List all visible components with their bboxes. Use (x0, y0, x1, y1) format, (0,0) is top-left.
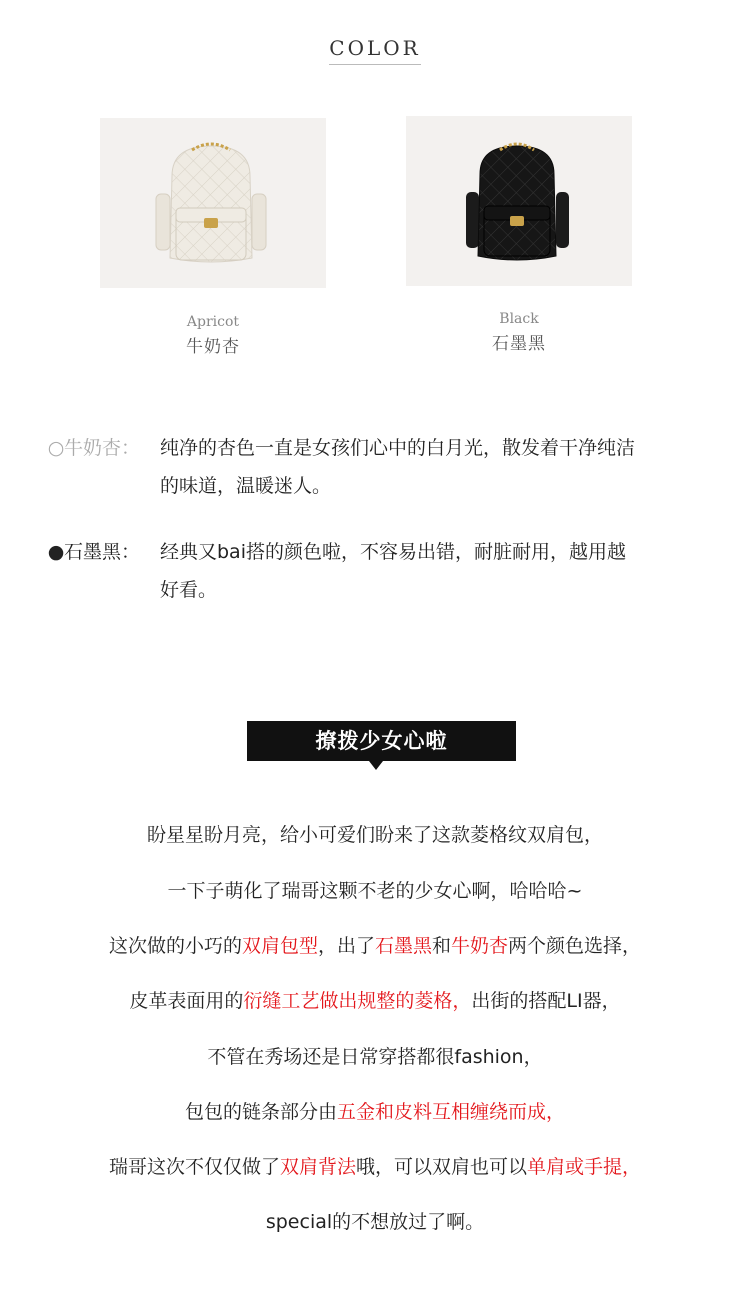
story-line (0, 1207, 750, 1234)
highlight-text: 双肩包型 (241, 935, 318, 957)
tag-pointer-icon (369, 761, 383, 770)
story-line (0, 1152, 750, 1179)
apricot-chinese-name: 牛奶杏 (186, 337, 240, 357)
highlight-text: 单肩或手提， (527, 1156, 642, 1178)
story-line (0, 876, 750, 903)
story-text-segment: 这次做的小巧的 (108, 935, 242, 957)
apricot-variant-label (150, 314, 276, 357)
black-backpack-image (406, 116, 632, 286)
black-backpack-icon (406, 116, 632, 286)
black-description-text (160, 533, 716, 609)
story-text-segment: 出街的搭配LI器， (471, 990, 621, 1012)
apricot-description-text (160, 429, 716, 505)
apricot-description-name: 牛奶杏： (64, 437, 141, 459)
black-description (46, 533, 716, 609)
apricot-description-line-1: 纯净的杏色一直是女孩们心中的白月光，散发着干净纯洁 (160, 437, 636, 459)
story-line (0, 986, 750, 1013)
highlight-text: 双肩背法 (279, 1156, 356, 1178)
apricot-description-line-2: 的味道，温暖迷人。 (160, 475, 332, 497)
black-description-line-2: 好看。 (160, 579, 218, 601)
black-english-name: Black (499, 311, 539, 327)
story-text-segment: 皮革表面用的 (129, 990, 244, 1012)
highlight-text: 五金和皮料互相缠绕而成， (337, 1101, 566, 1123)
story-text-segment: 不管在秀场还是日常穿搭都很fashion， (207, 1046, 543, 1068)
story-text-segment: 和 (432, 935, 452, 957)
apricot-english-name: Apricot (186, 314, 240, 330)
color-heading: COLOR (329, 36, 420, 65)
story-line (0, 1097, 750, 1124)
story-text-segment: 瑞哥这次不仅仅做了 (108, 1156, 280, 1178)
story-line (0, 1042, 750, 1069)
black-chinese-name: 石墨黑 (492, 334, 546, 354)
story-text-segment: 两个颜色选择， (508, 935, 642, 957)
color-section-title (0, 36, 750, 65)
highlight-text: 牛奶杏 (451, 935, 509, 957)
story-text-segment: ，出了 (317, 935, 375, 957)
black-description-line-1: 经典又bai搭的颜色啦，不容易出错，耐脏耐用，越用越 (160, 541, 626, 563)
black-variant-label (456, 311, 582, 354)
highlight-text: 衍缝工艺做出规整的菱格， (243, 990, 472, 1012)
section-tag: 撩拨少女心啦 (247, 721, 516, 761)
filled-circle-icon: ● (47, 541, 65, 563)
story-text-segment: 包包的链条部分由 (184, 1101, 337, 1123)
story-text-segment: 哦，可以双肩也可以 (356, 1156, 528, 1178)
black-description-name: 石墨黑： (64, 541, 141, 563)
apricot-backpack-icon (100, 118, 326, 288)
story-text-segment: 一下子萌化了瑞哥这颗不老的少女心啊，哈哈哈~ (167, 880, 583, 902)
apricot-description (46, 429, 716, 505)
apricot-backpack-image (100, 118, 326, 288)
highlight-text: 石墨黑 (374, 935, 432, 957)
story-line (0, 820, 750, 847)
story-text-segment: special的不想放过了啊。 (265, 1211, 485, 1233)
story-line (0, 931, 750, 958)
story-text-segment: 盼星星盼月亮，给小可爱们盼来了这款菱格纹双肩包， (146, 824, 603, 846)
hollow-circle-icon: ○ (47, 437, 65, 459)
